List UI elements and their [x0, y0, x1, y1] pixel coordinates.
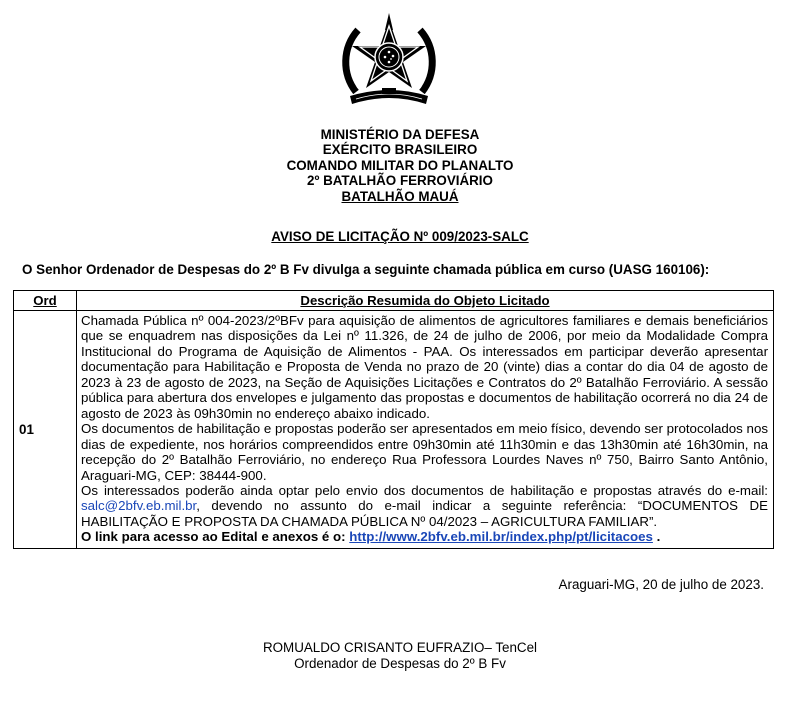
email-link[interactable]: salc@2bfv.eb.mil.br: [81, 498, 197, 514]
notice-title: AVISO DE LICITAÇÃO Nº 009/2023-SALC: [271, 229, 529, 244]
table-header-row: [14, 291, 774, 311]
document-header: [0, 127, 800, 204]
edital-link-label: O link para acesso ao Edital e anexos é o:: [81, 529, 350, 545]
intro-paragraph: O Senhor Ordenador de Despesas do 2º B Fv divulga a seguinte chamada pública em curso (UASG 160106):: [22, 262, 710, 277]
edital-link[interactable]: http://www.2bfv.eb.mil.br/index.php/pt/licitacoes: [349, 529, 653, 545]
army-line: EXÉRCITO BRASILEIRO: [322, 142, 478, 158]
battalion-line: 2º BATALHÃO FERROVIÁRIO: [307, 173, 493, 189]
coat-of-arms-of-brazil-icon: [336, 12, 442, 110]
description-paragraph-2: Os documentos de habilitação e propostas poderão ser apresentados em meio físico, devendo ser protocolados nos dias de expediente, nos horários compreendidos entre 09h30min até 11h30min e das 13h30min até 16h30min, na recepção do 2º Batalhão Ferroviário, no endereço Rua Professora Lourdes Naves nº 750, Bairro Santo Antônio, Araguari-MG, CEP: 38444-900.: [81, 421, 768, 483]
description-paragraph-1: Chamada Pública nº 004-2023/2ºBFv para aquisição de alimentos de agricultores familiares e demais beneficiários que se enquadrem nas disposições da Lei nº 11.326, de 24 de julho de 2006, por meio da Modalidade Compra Institucional do Programa de Aquisição de Alimentos - PAA. Os interessados em participar deverão apresentar documentação para Habilitação e Proposta de Venda no prazo de 20 (vinte) dias a contar do dia 04 de agosto de 2023 à 23 de agosto de 2023, na Seção de Aquisições Licitações e Contratos do 2º Batalhão Ferroviário. A sessão pública para abertura dos envelopes e julgamento das propostas e documentos de habilitação ocorrerá no dia 24 de agosto de 2023 às 09h30min no endereço abaixo indicado.: [81, 313, 768, 421]
edital-link-end: .: [652, 529, 661, 545]
email-reference-text: , devendo no assunto do e-mail indicar a seguinte referência: “DOCUMENTOS DE HABILITAÇÃO E PROPOSTA DA CHAMADA PÚBLICA Nº 04/2023 – AGRICULTURA FAMILIAR”.: [81, 498, 768, 529]
column-header-ord: Ord: [14, 291, 77, 311]
column-header-description: Descrição Resumida do Objeto Licitado: [77, 291, 774, 311]
row-description-cell: [77, 311, 774, 549]
ministry-line: MINISTÉRIO DA DEFESA: [320, 127, 480, 142]
signatory-role: Ordenador de Despesas do 2º B Fv: [294, 656, 506, 671]
command-line: COMANDO MILITAR DO PLANALTO: [286, 157, 514, 173]
edital-link-line: [81, 529, 768, 544]
procurement-table: [13, 290, 774, 549]
description-paragraph-3: [81, 483, 768, 529]
table-row: [14, 311, 774, 549]
signature-block: [0, 640, 800, 672]
row-ord-cell: 01: [14, 311, 77, 549]
battalion-name-line: BATALHÃO MAUÁ: [341, 188, 459, 204]
place-date: Araguari-MG, 20 de julho de 2023.: [558, 577, 764, 592]
signatory-name: ROMUALDO CRISANTO EUFRAZIO– TenCel: [262, 640, 538, 655]
email-intro-text: Os interessados poderão ainda optar pelo envio dos documentos de habilitação e propostas através do e-mail:: [81, 482, 768, 498]
